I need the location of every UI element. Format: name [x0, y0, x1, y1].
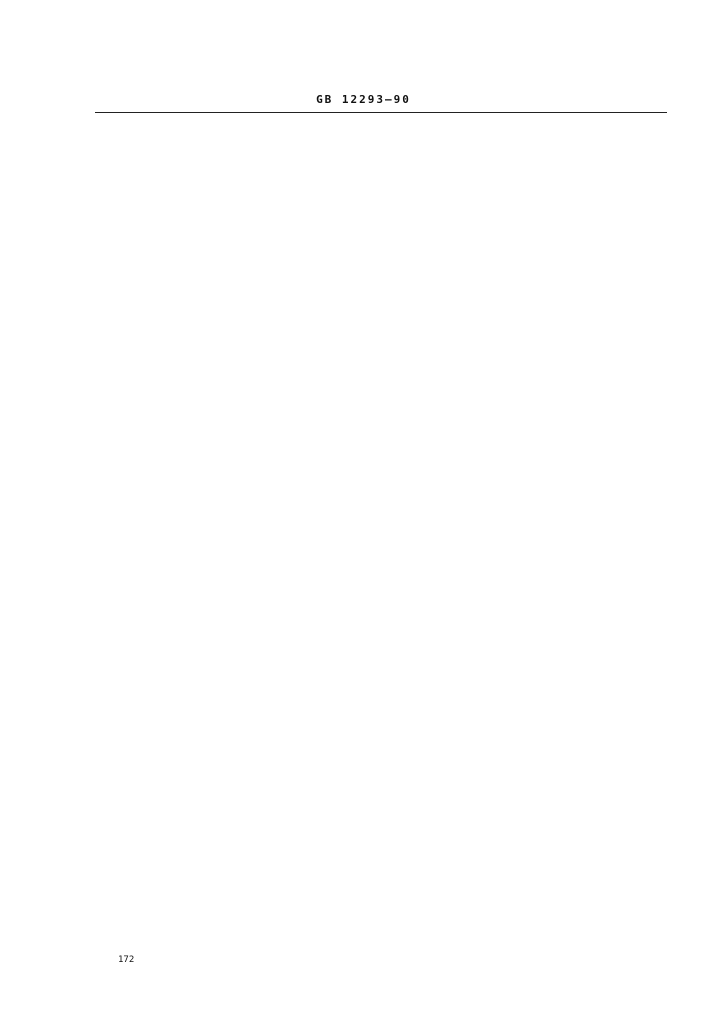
document-header: GB 12293—90 [316, 93, 411, 106]
page-number: 172 [118, 955, 135, 965]
header-rule [95, 112, 667, 113]
